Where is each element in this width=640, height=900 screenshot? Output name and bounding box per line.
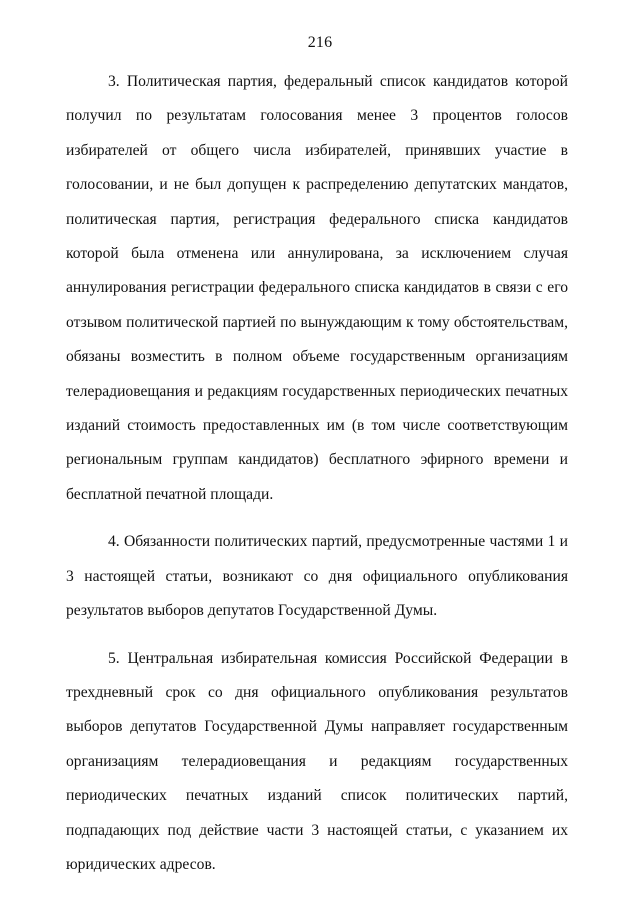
paragraph-3: 3. Политическая партия, федеральный список кандидатов которой получил по результатам голосования менее 3 процентов голосов избирателей от общего числа избирателей, принявших участие в голосовании, и не был допущен к распределению депутатских мандатов, политическая партия, регистрация федерального списка кандидатов которой была отменена или аннулирована, за исключением случая аннулирования регистрации федерального списка кандидатов в связи с его отзывом политической партией по вынуждающим к тому обстоятельствам, обязаны возместить в полном объеме государственным организациям телерадиовещания и редакциям государственных периодических печатных изданий стоимость предоставленных им (в том числе соответствующим региональным группам кандидатов) бесплатного эфирного времени и бесплатной печатной площади. [66,73,568,503]
paragraph-5: 5. Центральная избирательная комиссия Российской Федерации в трехдневный срок со дня официального опубликования результатов выборов депутатов Государственной Думы направляет государственным организациям телерадиовещания и редакциям государственных периодических печатных изданий список политических партий, подпадающих под действие части 3 настоящей статьи, с указанием их юридических адресов. [66,649,568,873]
paragraph-4: 4. Обязанности политических партий, предусмотренные частями 1 и 3 настоящей статьи, возникают со дня официального опубликования результатов выборов депутатов Государственной Думы. [66,533,568,620]
page-number: 216 [307,34,333,51]
document-body [66,65,568,882]
